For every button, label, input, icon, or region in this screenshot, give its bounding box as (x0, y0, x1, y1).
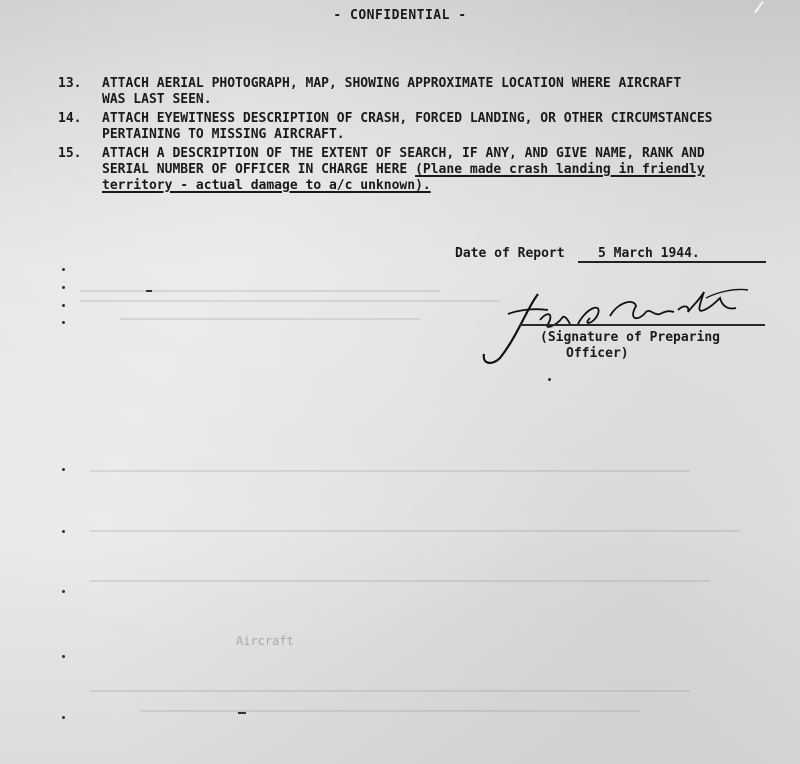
show-through-text: Aircraft (236, 634, 294, 648)
signature-caption (540, 330, 720, 362)
item-text-line: WAS LAST SEEN. (102, 92, 212, 107)
margin-speck (62, 655, 65, 658)
margin-speck (62, 304, 65, 307)
item-text-line: ATTACH EYEWITNESS DESCRIPTION OF CRASH, FORCED LANDING, OR OTHER CIRCUMSTANCES (102, 111, 713, 126)
item-number: 13. (58, 76, 82, 91)
show-through-line (140, 710, 640, 712)
signature-caption-line: Officer) (566, 346, 629, 361)
margin-speck (62, 716, 65, 719)
item-number: 14. (58, 111, 82, 126)
margin-speck (62, 530, 65, 533)
date-of-report-value: 5 March 1944. (578, 246, 766, 263)
show-through-line (90, 580, 710, 582)
show-through-line (90, 690, 690, 692)
item-text-line (102, 162, 773, 178)
margin-speck (548, 378, 551, 381)
margin-speck (62, 468, 65, 471)
item-14 (58, 111, 773, 143)
show-through-line (80, 290, 440, 292)
item-text-line: ATTACH AERIAL PHOTOGRAPH, MAP, SHOWING APPROXIMATE LOCATION WHERE AIRCRAFT (102, 76, 682, 91)
margin-speck (62, 590, 65, 593)
typed-answer: (Plane made crash landing in friendly (415, 162, 705, 177)
item-text-line: PERTAINING TO MISSING AIRCRAFT. (102, 127, 345, 142)
margin-speck (146, 290, 152, 292)
item-13 (58, 76, 773, 108)
item-15 (58, 146, 773, 194)
date-of-report-label: Date of Report (455, 246, 565, 261)
signature-caption-line: (Signature of Preparing (540, 330, 721, 345)
item-text-line: ATTACH A DESCRIPTION OF THE EXTENT OF SEARCH, IF ANY, AND GIVE NAME, RANK AND (102, 146, 705, 161)
margin-speck (62, 321, 65, 324)
margin-speck (62, 286, 65, 289)
item-text-segment: SERIAL NUMBER OF OFFICER IN CHARGE HERE (102, 162, 408, 177)
margin-speck (62, 268, 65, 271)
margin-speck (238, 712, 246, 714)
show-through-line (90, 530, 740, 532)
show-through-line (80, 300, 500, 302)
item-text-line (102, 178, 773, 194)
signature-line (520, 324, 765, 326)
typed-answer-continued: territory - actual damage to a/c unknown). (102, 178, 431, 193)
confidential-header: - CONFIDENTIAL - (333, 8, 467, 23)
item-number: 15. (58, 146, 82, 161)
show-through-line (120, 318, 420, 320)
show-through-line (90, 470, 690, 472)
